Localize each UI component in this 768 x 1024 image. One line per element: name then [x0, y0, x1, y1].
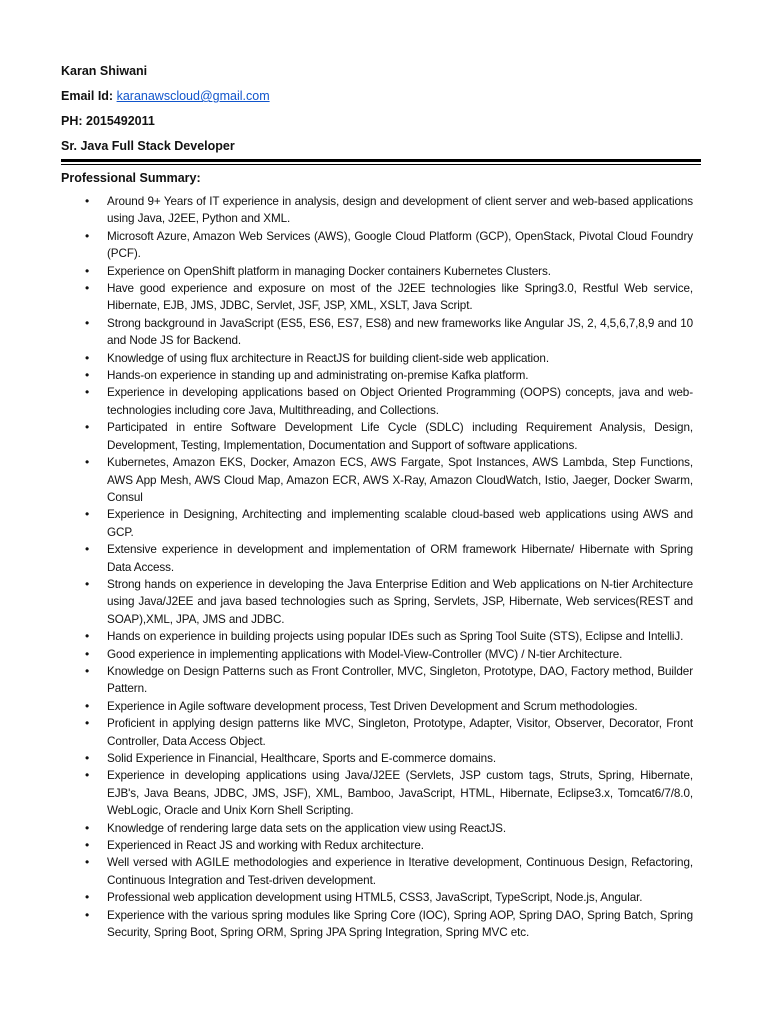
summary-list — [61, 193, 693, 941]
summary-item-text: Experience in developing applications based on Object Oriented Programming (OOPS) concepts, java and web-technologies including core Java, Multithreading, and Collections. — [107, 386, 693, 417]
summary-item — [61, 384, 693, 419]
bullet-icon: • — [85, 542, 90, 557]
summary-item-text: Experience with the various spring modules like Spring Core (IOC), Spring AOP, Spring DAO, Spring Batch, Spring Security, Spring Boot, Spring ORM, Spring JPA Spring Integration, Spring MVC etc. — [107, 908, 693, 940]
email-line — [61, 87, 701, 112]
candidate-name: Karan Shiwani — [61, 64, 148, 78]
bullet-icon: • — [85, 281, 90, 296]
bullet-icon: • — [85, 646, 90, 661]
summary-item — [61, 663, 693, 698]
summary-item — [61, 193, 693, 228]
bullet-icon: • — [85, 820, 90, 835]
bullet-icon: • — [85, 455, 90, 470]
bullet-icon: • — [85, 368, 90, 383]
bullet-icon: • — [85, 315, 90, 330]
summary-item — [61, 837, 693, 854]
summary-item-text: Around 9+ Years of IT experience in analysis, design and development of client server and web-based applications using Java, J2EE, Python and XML. — [107, 195, 693, 226]
summary-item-text: Have good experience and exposure on most of the J2EE technologies like Spring3.0, Restful Web service, Hibernate, EJB, JMS, JDBC, Servlet, JSF, JSP, XML, XSLT, Java Script. — [107, 282, 693, 313]
bullet-icon: • — [85, 263, 90, 278]
summary-item — [61, 263, 693, 280]
summary-item — [61, 767, 693, 819]
summary-item — [61, 367, 693, 384]
summary-item — [61, 454, 693, 506]
summary-item-text: Experienced in React JS and working with Redux architecture. — [107, 839, 424, 853]
bullet-icon: • — [85, 194, 90, 208]
summary-item — [61, 315, 693, 350]
summary-item-text: Experience in Agile software development process, Test Driven Development and Scrum methodologies. — [107, 699, 638, 713]
summary-item-text: Experience in Designing, Architecting and implementing scalable cloud-based web applications using AWS and GCP. — [107, 508, 693, 539]
bullet-icon: • — [85, 716, 90, 731]
bullet-icon: • — [85, 350, 90, 365]
bullet-icon: • — [85, 768, 90, 783]
summary-item — [61, 820, 693, 837]
summary-item-text: Knowledge of rendering large data sets on the application view using ReactJS. — [107, 821, 507, 835]
summary-item-text: Knowledge on Design Patterns such as Front Controller, MVC, Singleton, Prototype, DAO, Factory method, Builder Pattern. — [107, 664, 693, 696]
header-divider — [61, 159, 701, 165]
summary-item — [61, 907, 693, 942]
bullet-icon: • — [85, 663, 90, 678]
summary-item — [61, 228, 693, 263]
summary-item-text: Strong background in JavaScript (ES5, ES6, ES7, ES8) and new frameworks like Angular JS, 2, 4,5,6,7,8,9 and 10 and Node JS for Backend. — [107, 316, 693, 348]
section-title-professional-summary: Professional Summary: — [61, 171, 201, 185]
phone-line: PH: 2015492011 — [61, 114, 155, 128]
bullet-icon: • — [85, 420, 90, 435]
bullet-icon: • — [85, 228, 90, 243]
email-label: Email Id: — [61, 89, 114, 103]
summary-item-text: Kubernetes, Amazon EKS, Docker, Amazon ECS, AWS Fargate, Spot Instances, AWS Lambda, Step Functions, AWS App Mesh, AWS Cloud Map, Amazon ECR, AWS X-Ray, Amazon CloudWatch, Istio, Jaeger, Docker Swarm, Consul — [107, 456, 693, 504]
summary-item — [61, 715, 693, 750]
summary-item-text: Extensive experience in development and implementation of ORM framework Hibernate/ Hibernate with Spring Data Access. — [107, 543, 693, 574]
summary-item — [61, 889, 693, 906]
summary-item-text: Knowledge of using flux architecture in ReactJS for building client-side web application. — [107, 351, 549, 365]
bullet-icon: • — [85, 838, 90, 853]
summary-item-text: Proficient in applying design patterns like MVC, Singleton, Prototype, Adapter, Visitor, Observer, Decorator, Front Controller, Data Access Object. — [107, 717, 693, 748]
summary-item — [61, 350, 693, 367]
summary-item-text: Professional web application development using HTML5, CSS3, JavaScript, TypeScript, Node.js, Angular. — [107, 891, 643, 905]
summary-item-text: Participated in entire Software Development Life Cycle (SDLC) including Requirement Analysis, Design, Development, Testing, Implementation, Documentation and Support of software applications. — [107, 421, 693, 452]
summary-item — [61, 541, 693, 576]
bullet-icon: • — [85, 751, 90, 765]
email-link[interactable]: karanawscloud@gmail.com — [116, 89, 270, 103]
summary-item — [61, 628, 693, 645]
summary-item — [61, 646, 693, 663]
summary-item-text: Experience on OpenShift platform in managing Docker containers Kubernetes Clusters. — [107, 264, 551, 278]
bullet-icon: • — [85, 698, 90, 713]
summary-item-text: Good experience in implementing applications with Model-View-Controller (MVC) / N-tier Architecture. — [107, 647, 623, 661]
summary-item-text: Microsoft Azure, Amazon Web Services (AWS), Google Cloud Platform (GCP), OpenStack, Pivotal Cloud Foundry (PCF). — [107, 229, 693, 261]
summary-item — [61, 854, 693, 889]
bullet-icon: • — [85, 890, 90, 905]
summary-item — [61, 576, 693, 628]
summary-item — [61, 280, 693, 315]
resume-header — [61, 62, 701, 162]
summary-item-text: Experience in developing applications using Java/J2EE (Servlets, JSP custom tags, Struts, Spring, Hibernate, EJB's, Java Beans, JDBC, JMS, JSF), XML, Bamboo, JavaScript, HTML, Hibernate, Eclipse3.x, Tomcat6/7/8.0, WebLogic, Oracle and Unix Korn Shell Scripting. — [107, 769, 693, 818]
summary-item-text: Strong hands on experience in developing the Java Enterprise Edition and Web applications on N-tier Architecture using Java/J2EE and java based technologies such as Spring, Servlets, JSP, Hibernate, Web services(REST and SOAP),XML, JPA, JMS and JDBC. — [107, 577, 693, 626]
summary-item-text: Hands-on experience in standing up and administrating on-premise Kafka platform. — [107, 369, 529, 383]
job-title: Sr. Java Full Stack Developer — [61, 139, 235, 153]
bullet-icon: • — [85, 855, 90, 870]
summary-item — [61, 698, 693, 715]
bullet-icon: • — [85, 385, 90, 400]
bullet-icon: • — [85, 576, 90, 591]
bullet-icon: • — [85, 507, 90, 522]
summary-item — [61, 419, 693, 454]
summary-item-text: Solid Experience in Financial, Healthcare, Sports and E-commerce domains. — [107, 752, 496, 765]
summary-item-text: Well versed with AGILE methodologies and experience in Iterative development, Continuous Design, Refactoring, Continuous Integration and Test-driven development. — [107, 856, 693, 887]
summary-item — [61, 750, 693, 767]
summary-item — [61, 506, 693, 541]
bullet-icon: • — [85, 629, 90, 644]
summary-item-text: Hands on experience in building projects using popular IDEs such as Spring Tool Suite (STS), Eclipse and IntelliJ. — [107, 630, 684, 644]
bullet-icon: • — [85, 907, 90, 922]
